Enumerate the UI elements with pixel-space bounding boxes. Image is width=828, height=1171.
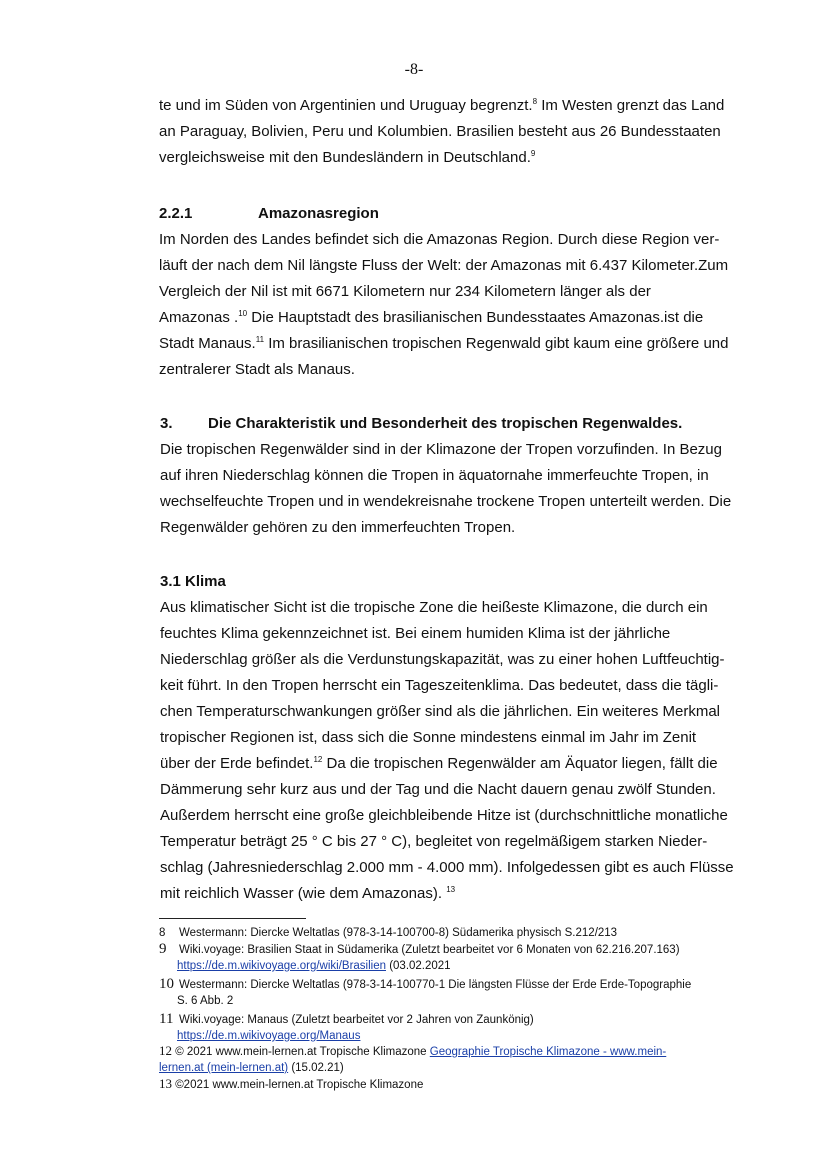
footnote-ref-11[interactable]: 11	[255, 335, 265, 344]
text-line: mit reichlich Wasser (wie dem Amazonas). $^{13}$	[160, 885, 456, 902]
section-3	[160, 411, 760, 541]
text-line: zentralerer Stadt als Manaus.	[159, 361, 355, 378]
footnote-12: 12 © 2021 www.mein-lernen.at Tropische Klimazone Geographie Tropische Klimazone - www.mein- lernen.at (mein-lernen.at) (15.02.21)	[159, 1043, 667, 1074]
section-2-2-1	[159, 201, 759, 383]
text-line: an Paraguay, Bolivien, Peru und Kolumbien. Brasilien besteht aus 26 Bundesstaaten	[159, 123, 721, 140]
text-line: tropischer Regionen ist, dass sich die Sonne mindestens einmal im Jahr im Zenit	[160, 729, 697, 746]
text-line: Stadt Manaus.$^{11}$ Im brasilianischen tropischen Regenwald gibt kaum eine größere und	[159, 335, 729, 352]
text-line: Dämmerung sehr kurz aus und der Tag und die Nacht dauern genau zwölf Stunden.	[160, 781, 716, 798]
footnote-10: 10 Westermann: Diercke Weltatlas (978-3-14-100770-1 Die längsten Flüsse der Erde Erde-Topographie S. 6 Abb. 2	[159, 976, 692, 1007]
text-line: auf ihren Niederschlag können die Tropen in äquatornahe immerfeuchte Tropen, in	[160, 467, 709, 484]
text-line: Niederschlag größer als die Verdunstungskapazität, was zu einer hohen Luftfeuchtig-	[160, 651, 725, 668]
section-3-1	[160, 569, 760, 907]
footnote-link-brasilien[interactable]: https://de.m.wikivoyage.org/wiki/Brasilien	[177, 960, 386, 972]
footnote-link-mein-lernen-cont[interactable]: lernen.at (mein-lernen.at)	[159, 1062, 289, 1074]
footnote-11: 11 Wiki.voyage: Manaus (Zuletzt bearbeitet vor 2 Jahren von Zaunkönig) https://de.m.wikivoyage.org/Manaus	[159, 1011, 534, 1042]
section-heading: 2.2.1 Amazonasregion	[159, 205, 379, 222]
text-line: te und im Süden von Argentinien und Uruguay begrenzt.$^8$ Im Westen grenzt das Land	[159, 97, 725, 114]
section-heading: 3.1 Klima	[160, 573, 226, 590]
footnote-8: 8 Westermann: Diercke Weltatlas (978-3-14-100700-8) Südamerika physisch S.212/213	[159, 927, 618, 939]
text-line: schlag (Jahresniederschlag 2.000 mm - 4.000 mm). Infolgedessen gibt es auch Flüsse	[160, 859, 734, 876]
section-heading: 3. Die Charakteristik und Besonderheit des tropischen Regenwaldes.	[160, 415, 683, 432]
text-line: vergleichsweise mit den Bundesländern in Deutschland.$^9$	[159, 149, 536, 166]
text-line: chen Temperaturschwankungen größer sind als die jährlichen. Ein weiteres Merkmal	[160, 703, 720, 720]
text-line: Außerdem herrscht eine große gleichbleibende Hitze ist (durchschnittliche monatliche	[160, 807, 728, 824]
footnote-ref-10[interactable]: 10	[238, 309, 248, 318]
footnote-ref-9[interactable]: 9	[530, 149, 536, 158]
footnote-ref-8[interactable]: 8	[532, 97, 538, 106]
footnote-divider	[159, 918, 306, 919]
footnote-ref-13[interactable]: 13	[446, 885, 456, 894]
text-line: Vergleich der Nil ist mit 6671 Kilometern nur 234 Kilometern länger als der	[159, 283, 651, 300]
intro-paragraph	[159, 93, 759, 171]
text-line: über der Erde befindet.$^{12}$ Da die tropischen Regenwälder am Äquator liegen, fällt die	[160, 755, 718, 772]
footnote-9: 9 Wiki.voyage: Brasilien Staat in Südamerika (Zuletzt bearbeitet vor 6 Monaten von 62.216.207.163) https://de.m.wikivoyage.org/wiki/Brasilien (03.02.2021	[159, 941, 680, 972]
text-line: Temperatur beträgt 25 ° C bis 27 ° C), begleitet von regelmäßigem starken Nieder-	[160, 833, 708, 850]
text-line: Amazonas .$^{10}$ Die Hauptstadt des brasilianischen Bundesstaates Amazonas.ist die	[159, 309, 704, 326]
text-line: wechselfeuchte Tropen und in wendekreisnahe trockene Tropen unterteilt werden. Die	[160, 493, 732, 510]
footnote-link-manaus[interactable]: https://de.m.wikivoyage.org/Manaus	[177, 1030, 361, 1042]
text-line: Im Norden des Landes befindet sich die Amazonas Region. Durch diese Region ver-	[159, 231, 720, 248]
footnote-link-mein-lernen[interactable]: Geographie Tropische Klimazone - www.mein-	[429, 1046, 667, 1058]
footnote-13: 13 ©2021 www.mein-lernen.at Tropische Klimazone	[159, 1076, 424, 1091]
text-line: Aus klimatischer Sicht ist die tropische Zone die heißeste Klimazone, die durch ein	[160, 599, 708, 616]
page-number: -8-	[404, 61, 424, 78]
text-line: keit führt. In den Tropen herrscht ein Tageszeitenklima. Das bedeutet, dass die tägli-	[160, 677, 719, 694]
text-line: feuchtes Klima gekennzeichnet ist. Bei einem humiden Klima ist der jährliche	[160, 625, 671, 642]
text-line: läuft der nach dem Nil längste Fluss der Welt: der Amazonas mit 6.437 Kilometer.Zum	[159, 257, 729, 274]
text-line: Regenwälder gehören zu den immerfeuchten Tropen.	[160, 519, 516, 536]
footnote-ref-12[interactable]: 12	[313, 755, 323, 764]
text-line: Die tropischen Regenwälder sind in der Klimazone der Tropen vorzufinden. In Bezug	[160, 441, 722, 458]
